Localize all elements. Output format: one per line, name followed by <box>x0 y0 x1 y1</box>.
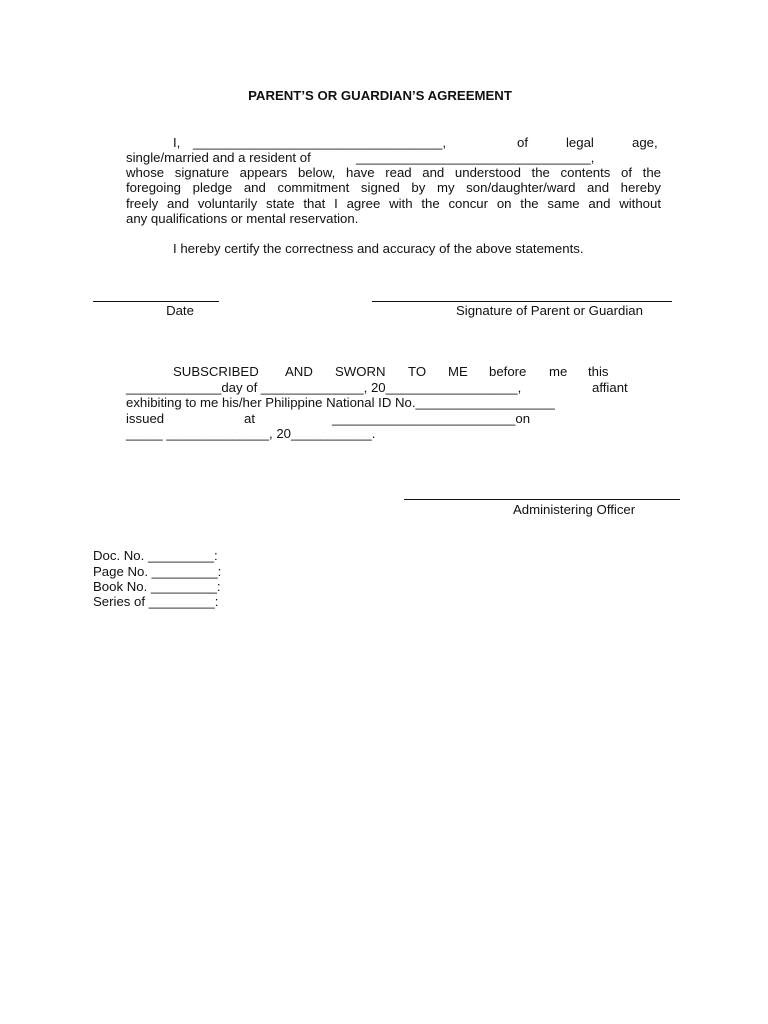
signature-label: Signature of Parent or Guardian <box>456 303 643 318</box>
sworn-word-4: TO <box>408 364 427 379</box>
sworn-line-2 <box>126 380 661 396</box>
doc-no: Doc. No. _________: <box>93 548 218 563</box>
sworn-word-8: this <box>588 364 609 379</box>
document-title: PARENT’S OR GUARDIAN’S AGREEMENT <box>248 88 512 103</box>
pronoun-i: I, <box>173 135 181 150</box>
resident-text: single/married and a resident of <box>126 150 311 165</box>
book-no: Book No. _________: <box>93 579 221 594</box>
day-year-blanks: _____________day of ______________, 20__________________, <box>126 380 522 395</box>
issued-place-blank: _________________________on <box>332 411 531 426</box>
sworn-line-3: exhibiting to me his/her Philippine National ID No.___________________ <box>126 395 555 410</box>
date-line <box>93 301 219 302</box>
sworn-word-1: SUBSCRIBED <box>173 364 259 379</box>
word-at: at <box>244 411 255 426</box>
word-legal: legal <box>566 135 594 150</box>
certify-statement: I hereby certify the correctness and accuracy of the above statements. <box>173 241 584 256</box>
officer-signature-line <box>404 499 680 500</box>
word-of: of <box>517 135 528 150</box>
page-no: Page No. _________: <box>93 564 222 579</box>
sworn-line-5: _____ ______________, 20___________. <box>126 426 376 441</box>
word-age: age, <box>632 135 658 150</box>
paragraph-line-4: foregoing pledge and commitment signed by my son/daughter/ward and hereby <box>126 180 661 195</box>
sworn-word-5: ME <box>448 364 468 379</box>
residence-blank: ________________________________, <box>356 150 595 165</box>
paragraph-line-6: any qualifications or mental reservation. <box>126 211 359 226</box>
paragraph-line-2 <box>126 150 661 166</box>
sworn-word-7: me <box>549 364 568 379</box>
sworn-word-3: SWORN <box>335 364 386 379</box>
date-label: Date <box>166 303 194 318</box>
sworn-word-2: AND <box>285 364 313 379</box>
series-of: Series of _________: <box>93 594 219 609</box>
sworn-line-4 <box>126 411 661 427</box>
paragraph-line-1 <box>126 135 661 151</box>
officer-label: Administering Officer <box>513 502 636 517</box>
sworn-word-6: before <box>489 364 527 379</box>
paragraph-line-3: whose signature appears below, have read and understood the contents of the <box>126 165 661 180</box>
sworn-line-1 <box>126 364 661 380</box>
signature-line <box>372 301 672 302</box>
word-issued: issued <box>126 411 165 426</box>
paragraph-line-5: freely and voluntarily state that I agree with the concur on the same and without <box>126 196 661 211</box>
name-blank: __________________________________, <box>193 135 447 150</box>
word-affiant: affiant <box>592 380 628 395</box>
